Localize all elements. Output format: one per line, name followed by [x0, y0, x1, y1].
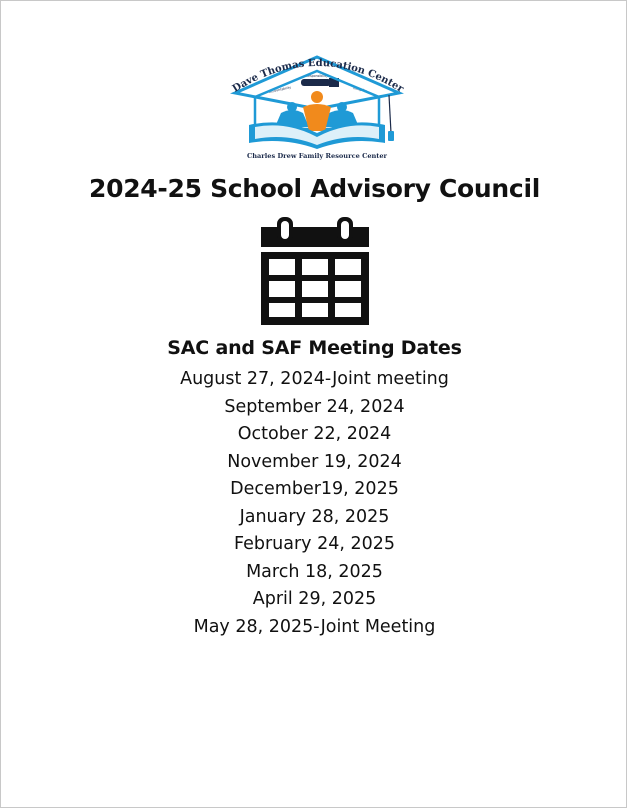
school-logo [229, 47, 405, 163]
meeting-date: October 22, 2024 [237, 424, 392, 444]
logo-word-3: Integrity [352, 86, 367, 93]
meeting-date: January 28, 2025 [239, 506, 390, 527]
meeting-dates-list [1, 366, 627, 641]
meeting-date: November 19, 2024 [227, 451, 402, 472]
page-title: 2024-25 School Advisory Council [89, 174, 540, 203]
meeting-date: March 18, 2025 [246, 561, 383, 582]
meeting-date: April 29, 2025 [252, 589, 377, 609]
logo-top-text: Dave Thomas Education Center [230, 57, 405, 95]
calendar-icon [259, 215, 371, 327]
logo-word-1: Accountability [268, 85, 292, 94]
meeting-dates-heading: SAC and SAF Meeting Dates [167, 337, 462, 359]
meeting-date: August 27, 2024-Joint meeting [180, 369, 449, 389]
meeting-date: September 24, 2024 [224, 396, 405, 417]
logo-bottom-text: Charles Drew Family Resource Center [246, 152, 388, 160]
meeting-date: December19, 2025 [230, 479, 399, 499]
meeting-date: February 24, 2025 [233, 534, 396, 554]
meeting-date: May 28, 2025-Joint Meeting [193, 616, 436, 637]
logo-word-2: Responsibility [305, 74, 329, 78]
